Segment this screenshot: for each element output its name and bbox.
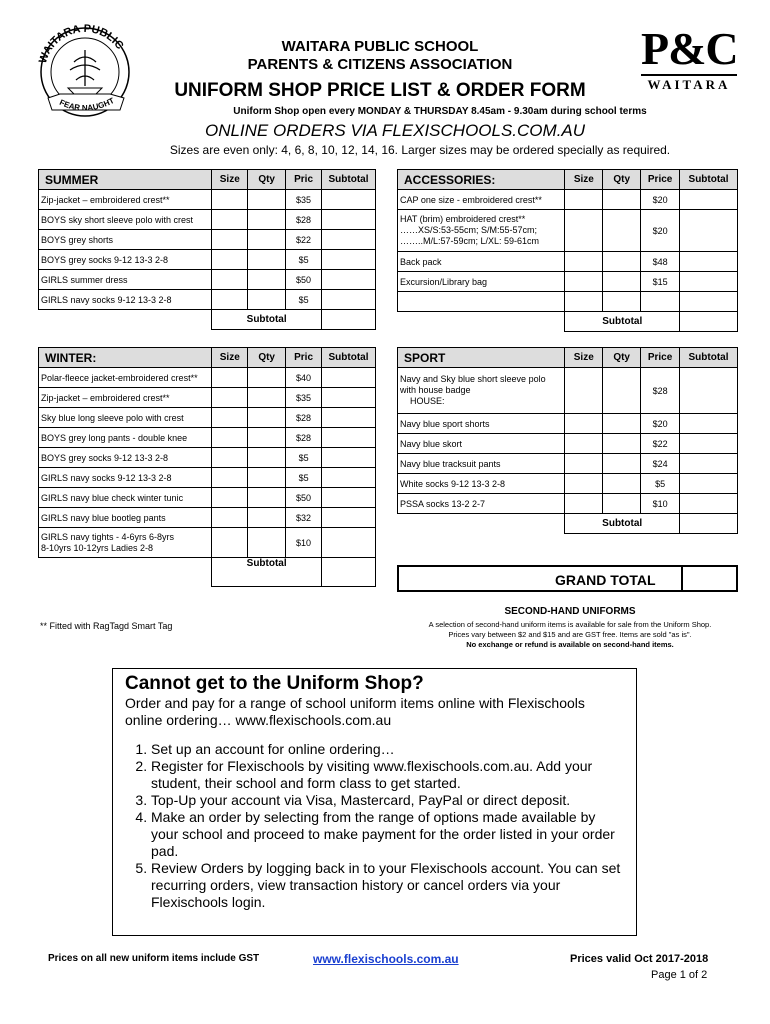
school-crest-logo: [30, 22, 140, 122]
col-size: Size: [212, 170, 248, 190]
flexi-box-intro: Order and pay for a range of school uniform items online with Flexischools online ordering… www.flexischools.com.au: [125, 695, 585, 728]
col-price: Pric: [286, 170, 322, 190]
list-item: 1. Set up an account for online ordering…: [151, 741, 621, 758]
table-row: Zip-jacket – embroidered crest** $35: [39, 388, 376, 408]
subtotal-cell[interactable]: [322, 270, 376, 290]
table-row: BOYS sky short sleeve polo with crest $28: [39, 210, 376, 230]
flexi-box-title: Cannot get to the Uniform Shop?: [125, 673, 424, 694]
list-item: 4. Make an order by selecting from the range of options made available by your school and proceed to make payment for the order listed in your order pad.: [151, 809, 621, 860]
size-cell[interactable]: [212, 290, 248, 310]
table-row: PSSA socks 13-2 2-7 $10: [398, 494, 738, 514]
table-row: GIRLS navy tights - 4-6yrs 6-8yrs 8-10yrs 10-12yrs Ladies 2-8 $10: [39, 528, 376, 558]
table-row: BOYS grey shorts $22: [39, 230, 376, 250]
accessories-table: ACCESSORIES: Size Qty Price Subtotal CAP one size - embroidered crest** $20 HAT (brim) embroidered crest** ……XS/S:53-55cm; S/M:55-57cm; ……..M/L:57-59cm; L/XL: 59-61cm $20 Back pack $48 Excursion/Library bag $15 Subtotal: [397, 169, 738, 332]
subtotal-cell[interactable]: [322, 250, 376, 270]
table-row: CAP one size - embroidered crest** $20: [398, 190, 738, 210]
grand-total-label: GRAND TOTAL: [555, 572, 656, 588]
size-cell[interactable]: [212, 270, 248, 290]
qty-cell[interactable]: [248, 250, 286, 270]
col-subtotal: Subtotal: [322, 170, 376, 190]
table-row: Back pack $48: [398, 252, 738, 272]
size-cell[interactable]: [212, 250, 248, 270]
gst-note: Prices on all new uniform items include GST: [48, 953, 260, 964]
sport-table: SPORT Size Qty Price Subtotal Navy and Sky blue short sleeve polo with house badge HOUSE: $28 Navy blue sport shorts $20 Navy blue skort $22 Navy blue tracksuit pants $24 White socks 9-12 13-3 2-8 $5 PSSA socks 13-2 2-7 $10 Subtotal: [397, 347, 738, 534]
qty-cell[interactable]: [248, 270, 286, 290]
table-row: Navy blue skort $22: [398, 434, 738, 454]
size-cell[interactable]: [212, 190, 248, 210]
table-row: [398, 292, 738, 312]
table-row: GIRLS navy blue check winter tunic $50: [39, 488, 376, 508]
school-name: WAITARA PUBLIC SCHOOL: [281, 38, 479, 55]
sizes-note: Sizes are even only: 4, 6, 8, 10, 12, 14, 16. Larger sizes may be ordered specially as required.: [169, 143, 671, 157]
table-row: GIRLS navy socks 9-12 13-3 2-8 $5: [39, 468, 376, 488]
page-title: UNIFORM SHOP PRICE LIST & ORDER FORM: [174, 80, 586, 101]
table-row: GIRLS navy blue bootleg pants $32: [39, 508, 376, 528]
table-row: Polar-fleece jacket-embroidered crest** $40: [39, 368, 376, 388]
size-cell[interactable]: [212, 210, 248, 230]
subtotal-cell[interactable]: [322, 290, 376, 310]
list-item: 5. Review Orders by logging back in to your Flexischools account. You can set recurring orders, view transaction history or cancel orders via your Flexischools login.: [151, 860, 621, 911]
pc-waitara-logo: [641, 24, 737, 96]
qty-cell[interactable]: [248, 210, 286, 230]
table-row: Excursion/Library bag $15: [398, 272, 738, 292]
page-number: Page 1 of 2: [651, 969, 708, 981]
subtotal-cell[interactable]: [322, 230, 376, 250]
prices-valid: Prices valid Oct 2017-2018: [570, 953, 709, 965]
table-row: White socks 9-12 13-3 2-8 $5: [398, 474, 738, 494]
table-row: BOYS grey long pants - double knee $28: [39, 428, 376, 448]
table-row: Navy blue sport shorts $20: [398, 414, 738, 434]
col-qty: Qty: [248, 170, 286, 190]
svg-text:FEAR NAUGHT: FEAR NAUGHT: [58, 96, 116, 113]
flexischools-info-box: [112, 668, 637, 936]
table-row: Navy and Sky blue short sleeve polo with house badge HOUSE: $28: [398, 368, 738, 414]
summer-table: [38, 169, 376, 330]
table-row: Navy blue tracksuit pants $24: [398, 454, 738, 474]
sport-subtotal-label: Subtotal: [565, 514, 680, 534]
flexischools-link[interactable]: www.flexischools.com.au: [313, 952, 459, 966]
subtotal-cell[interactable]: [322, 210, 376, 230]
qty-cell[interactable]: [248, 230, 286, 250]
sport-title: SPORT: [398, 348, 565, 368]
table-row: GIRLS navy socks 9-12 13-3 2-8 $5: [39, 290, 376, 310]
accessories-subtotal-label: Subtotal: [565, 312, 680, 332]
table-row: GIRLS summer dress $50: [39, 270, 376, 290]
size-cell[interactable]: [212, 230, 248, 250]
winter-subtotal-label: Subtotal: [212, 558, 322, 587]
table-row: Sky blue long sleeve polo with crest $28: [39, 408, 376, 428]
grand-total-cell[interactable]: [681, 567, 738, 590]
table-row: HAT (brim) embroidered crest** ……XS/S:53-55cm; S/M:55-57cm; ……..M/L:57-59cm; L/XL: 59-61cm $20: [398, 210, 738, 252]
grand-total-row: [397, 565, 738, 592]
table-row: Zip-jacket – embroidered crest** $35: [39, 190, 376, 210]
svg-text:WAITARA PUBLIC: WAITARA PUBLIC: [36, 22, 126, 65]
list-item: 2. Register for Flexischools by visiting www.flexischools.com.au. Add your student, their school and form class to get started.: [151, 758, 621, 792]
second-hand-text: A selection of second-hand uniform items is available for sale from the Uniform Shop. Prices vary between $2 and $15 and are GST free. Items are sold "as is". No exchange or refund is available on second-hand items.: [428, 620, 712, 649]
summer-subtotal-cell[interactable]: [322, 310, 376, 330]
second-hand-title: SECOND-HAND UNIFORMS: [504, 606, 636, 617]
list-item: 3. Top-Up your account via Visa, Mastercard, PayPal or direct deposit.: [151, 792, 621, 809]
summer-title: SUMMER: [39, 170, 212, 190]
winter-title: WINTER:: [39, 348, 212, 368]
table-row: BOYS grey socks 9-12 13-3 2-8 $5: [39, 250, 376, 270]
table-row: BOYS grey socks 9-12 13-3 2-8 $5: [39, 448, 376, 468]
shop-hours: Uniform Shop open every MONDAY & THURSDAY 8.45am - 9.30am during school terms: [233, 106, 647, 117]
qty-cell[interactable]: [248, 190, 286, 210]
subtotal-cell[interactable]: [322, 190, 376, 210]
online-orders-heading: ONLINE ORDERS VIA FLEXISCHOOLS.COM.AU: [204, 121, 586, 140]
winter-table: WINTER: Size Qty Pric Subtotal Polar-fleece jacket-embroidered crest** $40 Zip-jacket – embroidered crest** $35 Sky blue long sleeve polo with crest $28 BOYS grey long pants - double knee $28 BOYS grey socks 9-12 13-3 2-8 $5 GIRLS navy socks 9-12 13-3 2-8 $5 GIRLS navy blue check winter tunic $50 GIRLS navy blue bootleg pants $32 GIRLS navy tights - 4-6yrs 6-8yrs 8-10yrs 10-12yrs Ladies 2-8 $10 Subtotal: [38, 347, 376, 587]
pc-logo-subtext: WAITARA: [641, 74, 737, 94]
ragtag-note: ** Fitted with RagTagd Smart Tag: [40, 621, 173, 631]
qty-cell[interactable]: [248, 290, 286, 310]
association-name: PARENTS & CITIZENS ASSOCIATION: [247, 56, 513, 73]
accessories-title: ACCESSORIES:: [398, 170, 565, 190]
flexi-steps-list: [121, 741, 621, 911]
summer-subtotal-label: Subtotal: [212, 310, 322, 330]
pc-logo-text: P&C: [641, 23, 738, 74]
